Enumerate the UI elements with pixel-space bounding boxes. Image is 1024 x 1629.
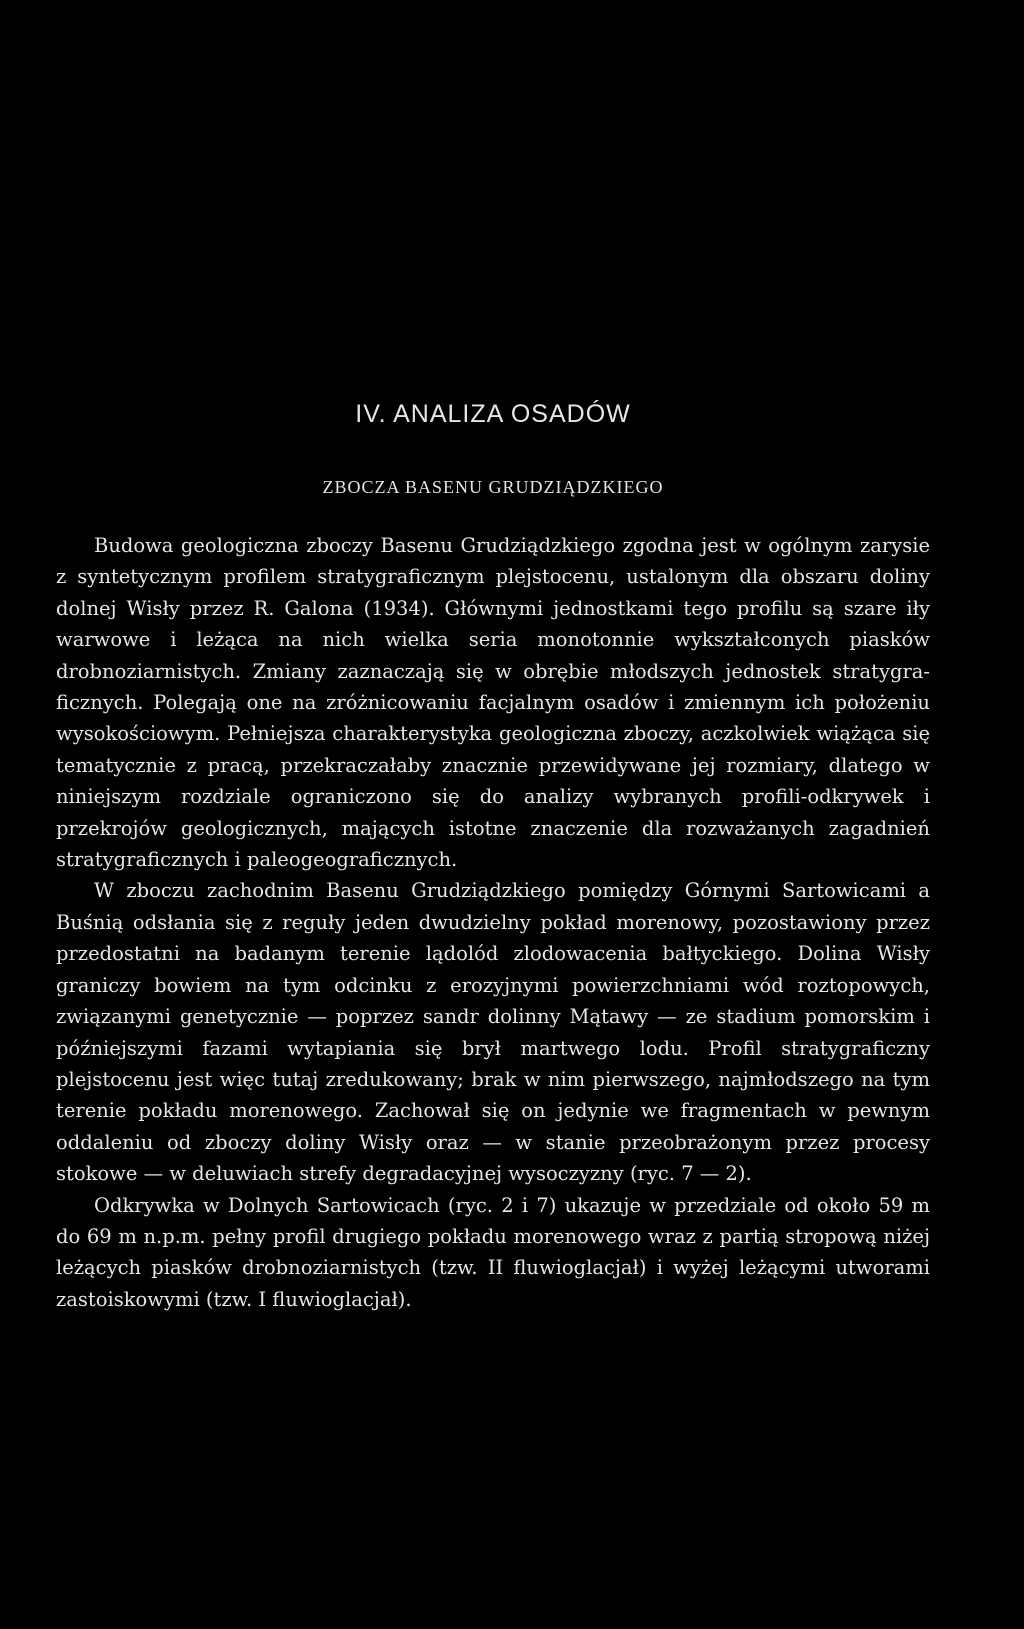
paragraph-3: Odkrywka w Dolnych Sartowicach (ryc. 2 i 7) ukazuje w przedziale od około 59 m do 69 m n.p.m. pełny profil drugiego pokładu morenowego wraz z partią stropową niżej leżących piasków drobnoziarnistych (tzw. II fluwioglacjał) i wyżej leżącymi utworami zastoiskowymi (tzw. I fluwioglacjał). bbox=[56, 1193, 930, 1311]
section-title: ZBOCZA BASENU GRUDZIĄDZKIEGO bbox=[322, 477, 664, 497]
chapter-title: IV. ANALIZA OSADÓW bbox=[355, 400, 631, 428]
paragraph-1: Budowa geologiczna zboczy Basenu Grudziądzkiego zgodna jest w ogólnym zarysie z syntetycznym profilem stratygraficznym plejstocenu, ustalonym dla obszaru doliny dolnej Wisły przez R. Galona (1934). Głównymi jednostkami tego profilu są szare iły warwowe i leżąca na nich wielka seria monotonnie wykształconych piasków drobnoziarnistych. Zmiany zaznaczają się w obrębie młodszych jednostek stratygraficznych. Polegają one na zróżnicowaniu facjalnym osadów i zmiennym ich położeniu wysokościowym. Pełniejsza charakterystyka geologiczna zboczy, aczkolwiek wiążąca się tematycznie z pracą, przekraczałaby znacznie przewidywane jej rozmiary, dlatego w niniejszym rozdziale ograniczono się do analizy wybranych profili-odkrywek i przekrojów geologicznych, mających istotne znaczenie dla rozważanych zagadnień stratygraficznych i paleogeograficznych. bbox=[56, 534, 930, 872]
paragraph-2: W zboczu zachodnim Basenu Grudziądzkiego pomiędzy Górnymi Sartowicami a Buśnią odsłania się z reguły jeden dwudzielny pokład morenowy, pozostawiony przez przedostatni na badanym terenie lądolód zlodowacenia bałtyckiego. Dolina Wisły graniczy bowiem na tym odcinku z erozyjnymi powierzchniami wód roztopowych, związanymi genetycznie — poprzez sandr dolinny Mątawy — ze stadium pomorskim i późniejszymi fazami wytapiania się brył martwego lodu. Profil stratygraficzny plejstocenu jest więc tutaj zredukowany; brak w nim pierwszego, najmłodszego na tym terenie pokładu morenowego. Zachował się on jedynie we fragmentach w pewnym oddaleniu od zboczy doliny Wisły oraz — w stanie przeobrażonym przez procesy stokowe — w deluwiach strefy degradacyjnej wysoczyzny (ryc. 7 — 2). bbox=[56, 879, 930, 1186]
document-page bbox=[56, 400, 930, 1315]
